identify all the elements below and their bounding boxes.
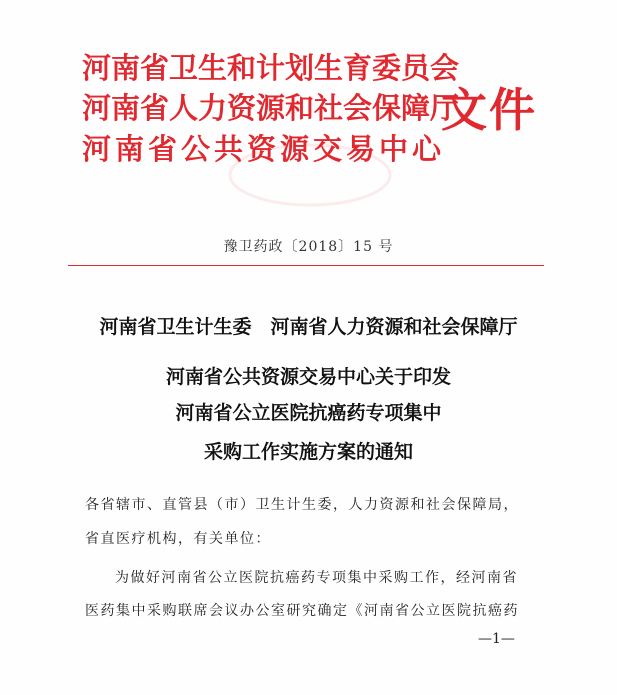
page-number: —1—	[478, 631, 515, 647]
document-number: 豫卫药政〔2018〕15 号	[223, 239, 394, 255]
issuer-name-public-resources-center: 河南省公共资源交易中心	[82, 132, 446, 166]
body-paragraph-line-2: 医药集中采购联席会议办公室研究确定《河南省公立医院抗癌药	[85, 603, 519, 619]
document-type-label: 文件	[441, 83, 537, 137]
body-paragraph-line-1: 为做好河南省公立医院抗癌药专项集中采购工作，经河南省	[115, 570, 518, 586]
red-divider-line	[68, 265, 544, 266]
notice-title-line-4: 采购工作实施方案的通知	[203, 441, 413, 463]
notice-title-line-3: 河南省公立医院抗癌药专项集中	[175, 402, 442, 424]
notice-title-line-1: 河南省卫生计生委 河南省人力资源和社会保障厅	[99, 316, 518, 338]
recipients-line-1: 各省辖市、直管县（市）卫生计生委，人力资源和社会保障局，	[85, 497, 519, 513]
issuer-name-hr-social-security: 河南省人力资源和社会保障厅	[82, 91, 460, 125]
recipients-line-2: 省直医疗机构，有关单位：	[85, 531, 271, 547]
issuer-name-health-commission: 河南省卫生和计划生育委员会	[82, 51, 460, 85]
notice-title-line-2: 河南省公共资源交易中心关于印发	[165, 366, 451, 388]
